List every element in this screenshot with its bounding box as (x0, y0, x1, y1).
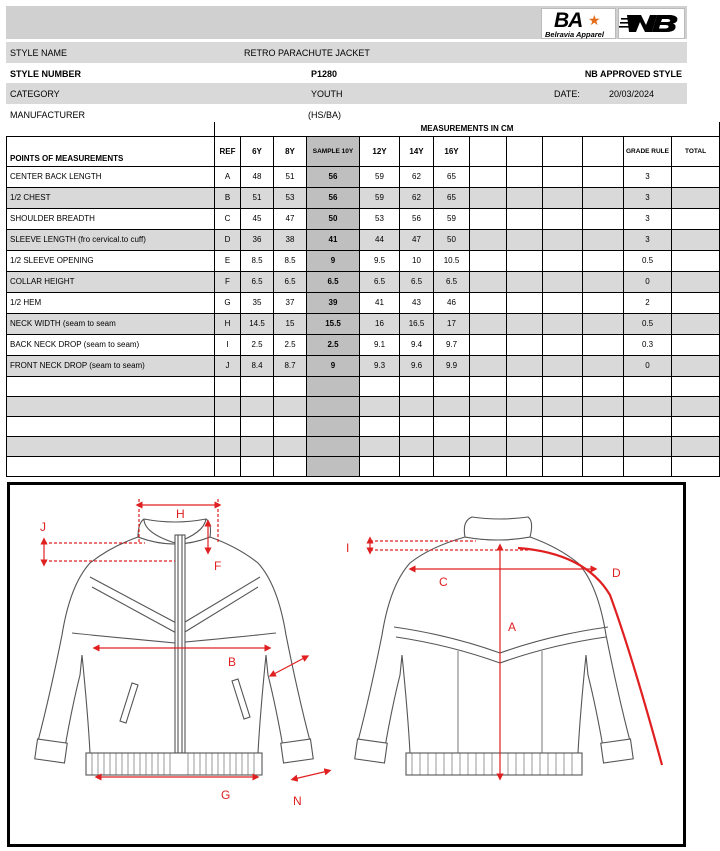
cell-s14y: 16.5 (400, 313, 434, 334)
table-row (7, 436, 720, 456)
cell-empty (583, 250, 624, 271)
cell-ref: J (215, 355, 241, 376)
cell-empty (583, 376, 624, 396)
cell-grade-rule (624, 416, 672, 436)
cell-total (672, 436, 720, 456)
cell-poi: SLEEVE LENGTH (fro cervical.to cuff) (7, 229, 215, 250)
manufacturer-value: (HS/BA) (308, 110, 342, 120)
approved-label: NB APPROVED STYLE (584, 69, 682, 79)
cell-s16y: 9.7 (434, 334, 470, 355)
front-collar (138, 519, 211, 544)
table-row (7, 166, 720, 187)
cell-s14y (400, 456, 434, 476)
label-b: B (228, 655, 237, 669)
cell-poi: SHOULDER BREADTH (7, 208, 215, 229)
brand-mark: BA (554, 9, 583, 32)
cell-empty (470, 334, 507, 355)
cell-poi: COLLAR HEIGHT (7, 271, 215, 292)
cell-empty (543, 208, 583, 229)
cell-sample: 41 (307, 229, 360, 250)
cell-s14y (400, 396, 434, 416)
cell-empty (507, 292, 543, 313)
cell-s12y: 9.5 (360, 250, 400, 271)
cell-sample: 9 (307, 355, 360, 376)
front-hem-band (86, 753, 262, 775)
cell-s14y: 9.4 (400, 334, 434, 355)
cell-poi: CENTER BACK LENGTH (7, 166, 215, 187)
cell-empty (507, 166, 543, 187)
measurements-title: MEASUREMENTS IN CM (215, 122, 720, 136)
measurement-table (6, 122, 720, 477)
cell-s16y: 10.5 (434, 250, 470, 271)
cell-grade-rule (624, 436, 672, 456)
cell-ref: B (215, 187, 241, 208)
cell-total (672, 355, 720, 376)
cell-s6y: 35 (241, 292, 274, 313)
measurements-title-row (7, 122, 720, 136)
cell-s12y: 16 (360, 313, 400, 334)
cell-empty (543, 166, 583, 187)
cell-s8y (274, 436, 307, 456)
cell-empty (583, 208, 624, 229)
cell-grade-rule: 3 (624, 208, 672, 229)
cell-empty (543, 292, 583, 313)
cell-empty (470, 292, 507, 313)
front-body (38, 537, 310, 753)
cell-empty (543, 334, 583, 355)
cell-s16y: 59 (434, 208, 470, 229)
cell-empty (507, 250, 543, 271)
cell-empty (543, 187, 583, 208)
col-header-sample: SAMPLE 10Y (307, 136, 360, 166)
cell-poi: NECK WIDTH (seam to seam (7, 313, 215, 334)
cell-empty (583, 436, 624, 456)
cell-s14y: 47 (400, 229, 434, 250)
cell-empty (470, 416, 507, 436)
style-number-label: STYLE NUMBER (10, 69, 82, 79)
cell-empty (507, 416, 543, 436)
cell-s12y (360, 396, 400, 416)
technical-sketch (7, 482, 686, 847)
cell-empty (583, 187, 624, 208)
cell-s8y: 15 (274, 313, 307, 334)
table-row (7, 313, 720, 334)
cell-ref (215, 376, 241, 396)
belravia-logo (541, 8, 616, 39)
cell-s14y: 9.6 (400, 355, 434, 376)
cell-sample (307, 376, 360, 396)
table-header-row (7, 136, 720, 166)
cell-empty (507, 229, 543, 250)
cell-empty (507, 355, 543, 376)
cell-empty (583, 334, 624, 355)
cell-s6y (241, 456, 274, 476)
label-j: J (40, 520, 46, 534)
cell-ref: H (215, 313, 241, 334)
cell-empty (470, 436, 507, 456)
manufacturer-label: MANUFACTURER (10, 110, 86, 120)
cell-grade-rule: 0.3 (624, 334, 672, 355)
back-hem-band (406, 753, 582, 775)
cell-empty (543, 229, 583, 250)
cell-total (672, 334, 720, 355)
cell-s6y: 8.4 (241, 355, 274, 376)
cell-total (672, 187, 720, 208)
cell-s12y: 59 (360, 166, 400, 187)
cell-s8y (274, 376, 307, 396)
cell-empty (583, 166, 624, 187)
cell-s16y: 65 (434, 187, 470, 208)
style-name-row (6, 42, 687, 63)
cell-empty (543, 355, 583, 376)
col-header-14y: 14Y (400, 136, 434, 166)
cell-s6y (241, 376, 274, 396)
cell-ref: I (215, 334, 241, 355)
cell-s8y: 53 (274, 187, 307, 208)
cell-s12y: 9.1 (360, 334, 400, 355)
cell-sample (307, 396, 360, 416)
cell-sample: 50 (307, 208, 360, 229)
table-row (7, 334, 720, 355)
cell-s14y: 43 (400, 292, 434, 313)
table-row (7, 292, 720, 313)
cell-poi (7, 436, 215, 456)
cell-s8y: 2.5 (274, 334, 307, 355)
cell-poi: 1/2 SLEEVE OPENING (7, 250, 215, 271)
front-cuff-left (35, 739, 67, 763)
label-g: G (221, 788, 231, 802)
cell-s14y (400, 436, 434, 456)
cell-sample (307, 456, 360, 476)
back-collar (464, 517, 531, 540)
date-label: DATE: (554, 89, 580, 99)
cell-s8y: 47 (274, 208, 307, 229)
cell-empty (583, 416, 624, 436)
cell-empty (507, 271, 543, 292)
cell-s6y (241, 396, 274, 416)
cell-grade-rule (624, 376, 672, 396)
cell-empty (507, 376, 543, 396)
cell-s16y: 17 (434, 313, 470, 334)
cell-empty (543, 456, 583, 476)
cell-ref: C (215, 208, 241, 229)
cell-s16y (434, 416, 470, 436)
label-h: H (176, 507, 185, 521)
cell-s12y: 41 (360, 292, 400, 313)
cell-s16y: 65 (434, 166, 470, 187)
cell-empty (543, 313, 583, 334)
cell-s12y (360, 376, 400, 396)
cell-empty (507, 187, 543, 208)
cell-sample: 56 (307, 166, 360, 187)
col-header-ref: REF (215, 136, 241, 166)
cell-empty (543, 436, 583, 456)
label-d: D (612, 566, 621, 580)
table-body (7, 166, 720, 476)
cell-s6y: 14.5 (241, 313, 274, 334)
cell-s12y: 44 (360, 229, 400, 250)
front-jacket (35, 519, 313, 775)
front-cuff-right (281, 739, 313, 763)
col-header-16y: 16Y (434, 136, 470, 166)
cell-sample: 6.5 (307, 271, 360, 292)
cell-empty (507, 396, 543, 416)
cell-ref: E (215, 250, 241, 271)
col-header-grade-rule: GRADE RULE (624, 136, 672, 166)
cell-poi (7, 416, 215, 436)
cell-s14y: 62 (400, 166, 434, 187)
cell-grade-rule: 0.5 (624, 313, 672, 334)
cell-grade-rule: 3 (624, 187, 672, 208)
col-header-6y: 6Y (241, 136, 274, 166)
cell-empty (583, 229, 624, 250)
cell-empty (543, 416, 583, 436)
category-row (6, 83, 687, 104)
cell-empty (507, 208, 543, 229)
cell-total (672, 250, 720, 271)
cell-total (672, 313, 720, 334)
table-row (7, 355, 720, 376)
cell-s16y: 9.9 (434, 355, 470, 376)
cell-s12y (360, 416, 400, 436)
label-f: F (214, 559, 222, 573)
style-name-label: STYLE NAME (10, 48, 68, 58)
cell-poi: FRONT NECK DROP (seam to seam) (7, 355, 215, 376)
table-row (7, 396, 720, 416)
cell-ref (215, 416, 241, 436)
cell-s6y: 8.5 (241, 250, 274, 271)
label-i: I (346, 541, 350, 555)
cell-poi: 1/2 HEM (7, 292, 215, 313)
col-header-total: TOTAL (672, 136, 720, 166)
back-jacket (355, 517, 633, 775)
brand-name: Belravia Apparel (545, 30, 604, 39)
cell-poi: 1/2 CHEST (7, 187, 215, 208)
cell-sample: 9 (307, 250, 360, 271)
table-row (7, 208, 720, 229)
table-row (7, 456, 720, 476)
cell-grade-rule: 2 (624, 292, 672, 313)
cell-s8y: 8.7 (274, 355, 307, 376)
cell-empty (470, 355, 507, 376)
cell-s6y: 2.5 (241, 334, 274, 355)
cell-empty (583, 355, 624, 376)
cell-s6y: 45 (241, 208, 274, 229)
cell-empty (470, 376, 507, 396)
cell-total (672, 416, 720, 436)
cell-s8y (274, 416, 307, 436)
cell-s8y (274, 456, 307, 476)
cell-sample (307, 416, 360, 436)
category-value: YOUTH (311, 89, 343, 99)
cell-s14y (400, 416, 434, 436)
cell-grade-rule: 0 (624, 271, 672, 292)
cell-s14y (400, 376, 434, 396)
cell-sample: 39 (307, 292, 360, 313)
cell-s6y (241, 436, 274, 456)
table-row (7, 250, 720, 271)
cell-empty (543, 271, 583, 292)
cell-s6y (241, 416, 274, 436)
cell-total (672, 456, 720, 476)
cell-empty (470, 166, 507, 187)
cell-grade-rule: 0 (624, 355, 672, 376)
cell-sample (307, 436, 360, 456)
cell-total (672, 271, 720, 292)
cell-empty (543, 396, 583, 416)
cell-s8y (274, 396, 307, 416)
cell-s12y: 59 (360, 187, 400, 208)
cell-empty (583, 396, 624, 416)
label-c: C (439, 575, 448, 589)
cell-s16y (434, 456, 470, 476)
cell-empty (583, 292, 624, 313)
cell-s14y: 10 (400, 250, 434, 271)
cell-ref (215, 456, 241, 476)
cell-total (672, 166, 720, 187)
cell-empty (470, 208, 507, 229)
table-row (7, 416, 720, 436)
measure-n (294, 771, 328, 779)
cell-sample: 2.5 (307, 334, 360, 355)
table-row (7, 229, 720, 250)
cell-total (672, 208, 720, 229)
cell-poi (7, 456, 215, 476)
cell-s8y: 51 (274, 166, 307, 187)
cell-empty (470, 396, 507, 416)
cell-s8y: 38 (274, 229, 307, 250)
cell-ref: F (215, 271, 241, 292)
style-number-row (6, 63, 687, 84)
cell-s14y: 6.5 (400, 271, 434, 292)
cell-empty (470, 250, 507, 271)
cell-s8y: 37 (274, 292, 307, 313)
cell-s12y: 53 (360, 208, 400, 229)
cell-s14y: 56 (400, 208, 434, 229)
star-icon: ★ (588, 12, 601, 28)
cell-grade-rule (624, 456, 672, 476)
col-header-12y: 12Y (360, 136, 400, 166)
cell-s16y: 50 (434, 229, 470, 250)
cell-empty (470, 456, 507, 476)
style-number-value: P1280 (311, 69, 338, 79)
cell-ref (215, 436, 241, 456)
cell-empty (543, 376, 583, 396)
cell-s6y: 36 (241, 229, 274, 250)
cell-ref: A (215, 166, 241, 187)
cell-ref: D (215, 229, 241, 250)
cell-s16y (434, 396, 470, 416)
cell-s6y: 6.5 (241, 271, 274, 292)
back-cuff-right (601, 739, 633, 763)
label-a: A (508, 620, 517, 634)
cell-s8y: 8.5 (274, 250, 307, 271)
cell-sample: 15.5 (307, 313, 360, 334)
cell-s16y (434, 376, 470, 396)
table-row (7, 376, 720, 396)
cell-grade-rule: 3 (624, 229, 672, 250)
cell-empty (470, 313, 507, 334)
jacket-sketch-drawing (10, 485, 683, 844)
cell-s6y: 48 (241, 166, 274, 187)
cell-s8y: 6.5 (274, 271, 307, 292)
cell-grade-rule: 3 (624, 166, 672, 187)
cell-total (672, 229, 720, 250)
cell-empty (470, 271, 507, 292)
cell-empty (543, 250, 583, 271)
cell-s12y: 9.3 (360, 355, 400, 376)
cell-total (672, 376, 720, 396)
label-n: N (293, 794, 302, 808)
cell-empty (507, 334, 543, 355)
col-header-8y: 8Y (274, 136, 307, 166)
cell-s12y (360, 456, 400, 476)
cell-ref (215, 396, 241, 416)
new-balance-logo (618, 8, 685, 39)
table-row (7, 187, 720, 208)
cell-poi (7, 396, 215, 416)
cell-poi (7, 376, 215, 396)
cell-s14y: 62 (400, 187, 434, 208)
cell-s16y: 46 (434, 292, 470, 313)
cell-empty (583, 313, 624, 334)
cell-s12y: 6.5 (360, 271, 400, 292)
col-header-poi: POINTS OF MEASUREMENTS (7, 136, 215, 166)
table-row (7, 271, 720, 292)
back-cuff-left (355, 739, 387, 763)
cell-s16y (434, 436, 470, 456)
cell-empty (583, 271, 624, 292)
date-value: 20/03/2024 (609, 89, 655, 99)
cell-ref: G (215, 292, 241, 313)
cell-s16y: 6.5 (434, 271, 470, 292)
cell-s12y (360, 436, 400, 456)
cell-poi: BACK NECK DROP (seam to seam) (7, 334, 215, 355)
cell-empty (583, 456, 624, 476)
cell-s6y: 51 (241, 187, 274, 208)
cell-empty (507, 313, 543, 334)
cell-empty (507, 436, 543, 456)
cell-grade-rule: 0.5 (624, 250, 672, 271)
cell-empty (470, 229, 507, 250)
style-name-value: RETRO PARACHUTE JACKET (244, 48, 370, 58)
cell-empty (507, 456, 543, 476)
category-label: CATEGORY (10, 89, 60, 99)
cell-empty (470, 187, 507, 208)
nb-logo-icon (619, 9, 684, 38)
cell-grade-rule (624, 396, 672, 416)
cell-total (672, 292, 720, 313)
cell-sample: 56 (307, 187, 360, 208)
cell-total (672, 396, 720, 416)
